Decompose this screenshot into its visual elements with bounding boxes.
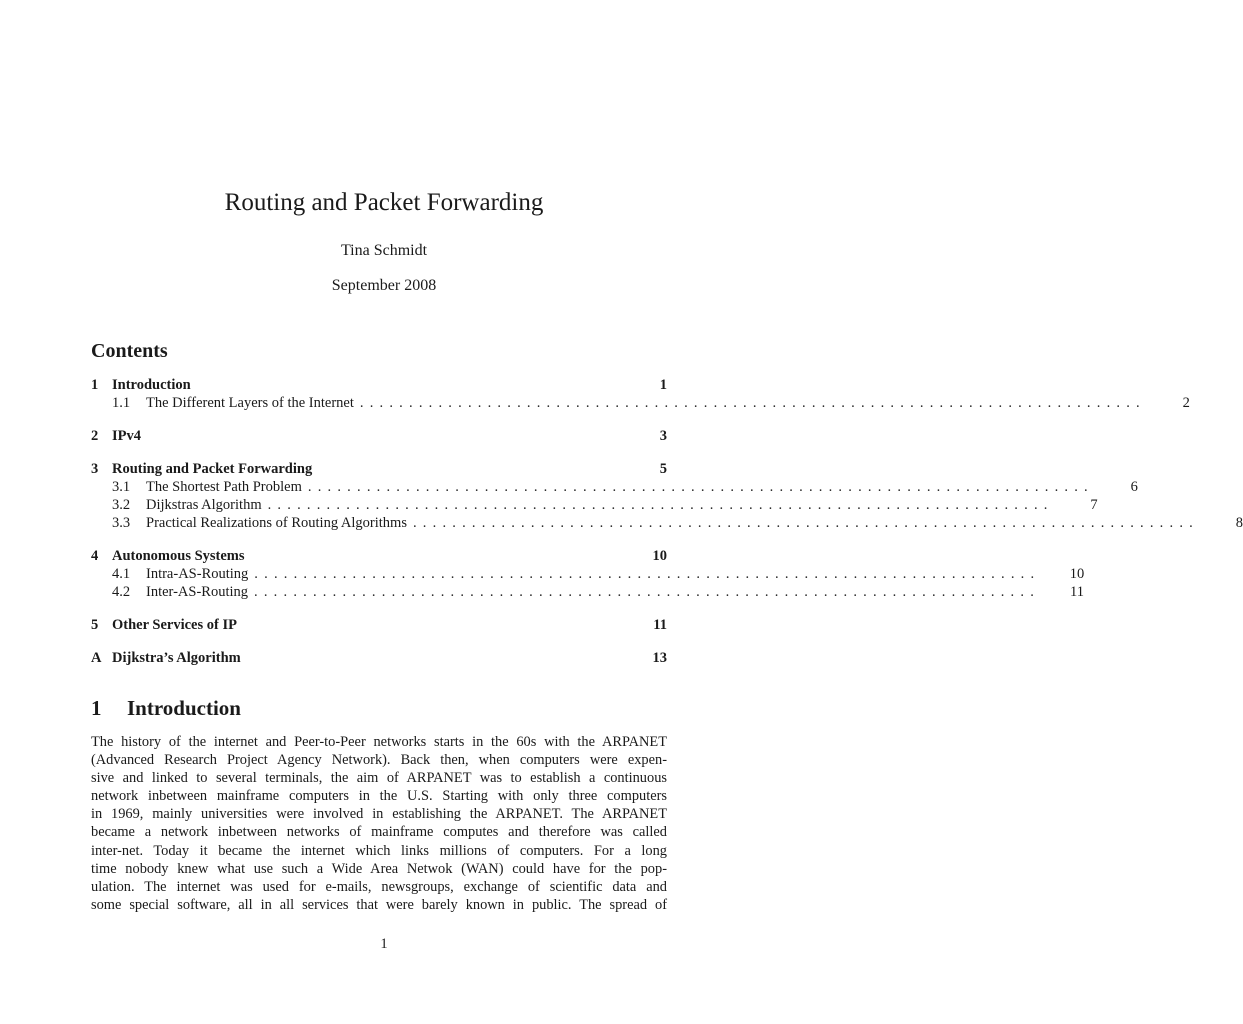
- section-title: Introduction: [127, 696, 241, 720]
- toc-dot-leader: ................................................................................: [359, 395, 1146, 411]
- toc-subsection-label: Dijkstras Algorithm: [146, 497, 262, 513]
- section-heading-introduction: [91, 694, 241, 722]
- toc-section-entry[interactable]: [91, 616, 667, 634]
- paragraph-line: inter-net. Today it became the internet which links millions of computers. For a long: [91, 842, 667, 859]
- toc-section-label: Dijkstra’s Algorithm: [112, 650, 241, 666]
- toc-subsection-page: 7: [1090, 497, 1098, 513]
- toc-section-entry[interactable]: [91, 649, 667, 667]
- toc-subsection-number: 4.1: [112, 566, 131, 582]
- toc-subsection-entry[interactable]: [91, 478, 1138, 496]
- paragraph-line: sive and linked to several terminals, the aim of ARPANET was to establish a continuous: [91, 770, 667, 787]
- toc-subsection-label: Intra-AS-Routing: [146, 566, 249, 582]
- toc-section-label: Introduction: [112, 377, 191, 393]
- toc-subsection-number: 3.2: [112, 497, 131, 513]
- document-author: Tina Schmidt: [340, 242, 428, 259]
- toc-subsection-number: 3.3: [112, 515, 131, 531]
- toc-subsection-label: Inter-AS-Routing: [146, 584, 249, 600]
- toc-section-number: 5: [91, 617, 99, 633]
- contents-heading: Contents: [91, 340, 168, 362]
- toc-subsection-number: 4.2: [112, 584, 131, 600]
- toc-section-label: Routing and Packet Forwarding: [112, 461, 313, 477]
- toc-subsection-number: 3.1: [112, 479, 131, 495]
- toc-subsection-label: Practical Realizations of Routing Algorithms: [146, 515, 407, 531]
- toc-subsection-entry[interactable]: [91, 496, 1098, 514]
- toc-subsection-label: The Different Layers of the Internet: [146, 395, 354, 411]
- toc-section-number: 2: [91, 428, 99, 444]
- toc-section-label: IPv4: [112, 428, 141, 444]
- toc-subsection-page: 2: [1182, 395, 1190, 411]
- paragraph-line: in 1969, mainly universities were involved in establishing the ARPANET. The ARPANET: [91, 806, 667, 823]
- toc-dot-leader: ................................................................................: [267, 497, 1054, 513]
- toc-section-page: 13: [652, 650, 667, 666]
- toc-subsection-page: 11: [1070, 584, 1085, 600]
- toc-section-page: 3: [659, 428, 667, 444]
- paragraph-line: became a network inbetween networks of mainframe computes and therefore was called: [91, 824, 667, 841]
- toc-section-entry[interactable]: [91, 427, 667, 445]
- toc-subsection-entry[interactable]: [91, 583, 1085, 601]
- toc-subsection-label: The Shortest Path Problem: [146, 479, 302, 495]
- toc-dot-leader: ................................................................................: [254, 566, 1041, 582]
- toc-section-label: Other Services of IP: [112, 617, 237, 633]
- toc-dot-leader: ................................................................................: [254, 584, 1041, 600]
- toc-section-number: 4: [91, 548, 99, 564]
- toc-dot-leader: ................................................................................: [412, 515, 1199, 531]
- toc-subsection-entry[interactable]: [91, 394, 1190, 412]
- paragraph-line: time nobody knew what use such a Wide Area Netwok (WAN) could have for the pop-: [91, 860, 667, 877]
- introduction-paragraph: [91, 733, 667, 914]
- toc-section-page: 10: [652, 548, 667, 564]
- document-title: Routing and Packet Forwarding: [224, 189, 544, 216]
- paragraph-line: The history of the internet and Peer-to-Peer networks starts in the 60s with the ARPANET: [91, 734, 667, 750]
- toc-section-entry[interactable]: [91, 460, 667, 478]
- toc-section-page: 11: [653, 617, 667, 633]
- toc-section-page: 1: [659, 377, 667, 393]
- toc-dot-leader: ................................................................................: [307, 479, 1094, 495]
- toc-section-entry[interactable]: [91, 376, 667, 394]
- toc-subsection-page: 6: [1130, 479, 1138, 495]
- page-number: 1: [380, 936, 388, 952]
- paragraph-line: ulation. The internet was used for e-mails, newsgroups, exchange of scientific data and: [91, 878, 667, 895]
- toc-section-label: Autonomous Systems: [112, 548, 245, 564]
- document-date: September 2008: [331, 277, 437, 294]
- toc-subsection-entry[interactable]: [91, 514, 1243, 532]
- section-number: 1: [91, 696, 102, 720]
- paragraph-line: some special software, all in all services that were barely known in public. The spread of: [91, 896, 667, 913]
- toc-section-number: A: [91, 650, 102, 666]
- paragraph-line: network inbetween mainframe computers in the U.S. Starting with only three computers: [91, 788, 667, 805]
- paragraph-line: (Advanced Research Project Agency Network). Back then, when computers were expen-: [91, 752, 667, 769]
- toc-subsection-page: 8: [1235, 515, 1243, 531]
- toc-section-number: 3: [91, 461, 99, 477]
- toc-section-page: 5: [659, 461, 667, 477]
- toc-subsection-page: 10: [1069, 566, 1085, 582]
- toc-section-number: 1: [91, 377, 99, 393]
- toc-subsection-entry[interactable]: [91, 565, 1085, 583]
- toc-section-entry[interactable]: [91, 547, 667, 565]
- table-of-contents: [91, 376, 1243, 667]
- toc-subsection-number: 1.1: [112, 395, 131, 411]
